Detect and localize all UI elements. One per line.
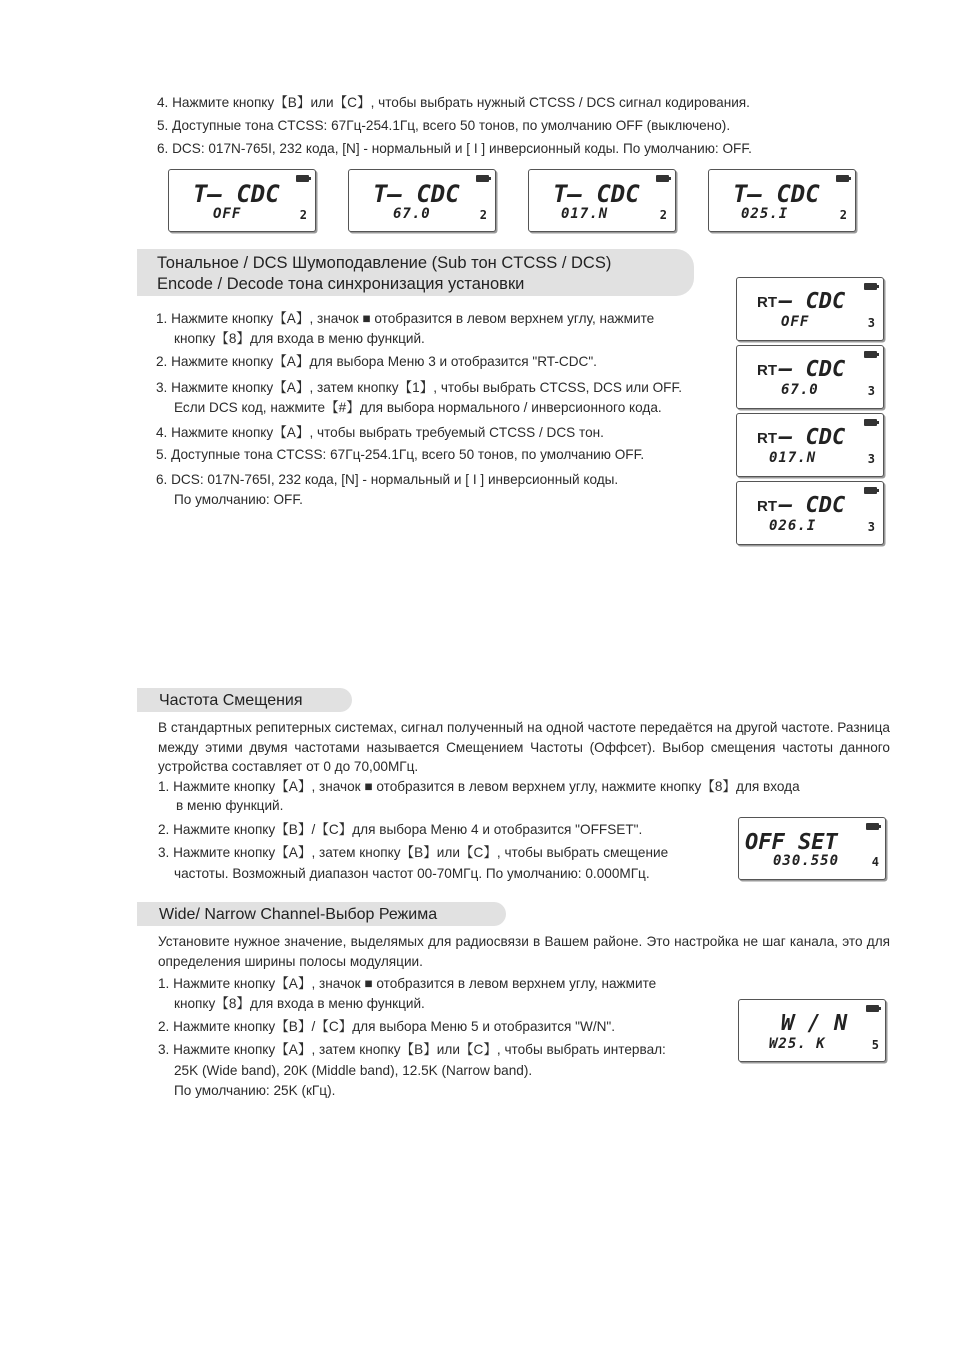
lcd-value: 67.0: [393, 206, 431, 222]
instruction-line: 5. Доступные тона CTCSS: 67Гц-254.1Гц, всего 50 тонов, по умолчанию OFF.: [156, 447, 645, 462]
lcd-prefix: RT: [757, 498, 777, 515]
lcd-value: 025.I: [741, 206, 789, 222]
lcd-value: OFF: [781, 314, 810, 330]
lcd-title: — CDC: [779, 289, 846, 314]
lcd-display: [736, 277, 884, 341]
lcd-title: T— CDC: [373, 180, 460, 208]
battery-icon: [864, 487, 877, 494]
lcd-menu-number: 3: [867, 452, 875, 466]
lcd-value: 017.N: [561, 206, 609, 222]
lcd-display: [736, 345, 884, 409]
instruction-line: 2. Нажмите кнопку【B】/【C】для выбора Меню 4 и отобразится "OFFSET".: [158, 822, 643, 837]
instruction-line: 2. Нажмите кнопку【A】для выбора Меню 3 и отобразится "RT-CDC".: [156, 354, 597, 369]
lcd-display: [708, 169, 856, 232]
lcd-display: [348, 169, 496, 232]
battery-icon: [836, 175, 849, 182]
instruction-line: 6. DCS: 017N-765I, 232 кода, [N] - нормальный и [ I ] инверсионный коды.: [156, 472, 619, 487]
battery-icon: [476, 175, 489, 182]
instruction-line: 4. Нажмите кнопку【A】, чтобы выбрать требуемый CTCSS / DCS тон.: [156, 425, 604, 440]
section-heading-line: Тональное / DCS Шумоподавление (Sub тон CTCSS / DCS): [157, 254, 612, 272]
lcd-title: T— CDC: [733, 180, 820, 208]
battery-icon: [864, 419, 877, 426]
instruction-line: 6. DCS: 017N-765I, 232 кода, [N] - нормальный и [ I ] инверсионный коды. По умолчанию: OFF.: [157, 141, 752, 156]
lcd-value: 030.550: [773, 853, 840, 869]
lcd-display: [168, 169, 316, 232]
lcd-display: [738, 999, 886, 1062]
battery-icon: [656, 175, 669, 182]
section-heading-text: Частота Смещения: [159, 692, 303, 709]
lcd-value: 017.N: [769, 450, 817, 466]
instruction-line: кнопку【8】для входа в меню функций.: [174, 996, 425, 1011]
lcd-menu-number: 2: [839, 208, 847, 222]
lcd-menu-number: 4: [871, 855, 879, 869]
instruction-line: По умолчанию: OFF.: [174, 492, 303, 507]
lcd-value: 026.I: [769, 518, 817, 534]
lcd-title: T— CDC: [193, 180, 280, 208]
lcd-prefix: RT: [757, 430, 777, 447]
lcd-menu-number: 3: [867, 384, 875, 398]
instruction-line: 5. Доступные тона CTCSS: 67Гц-254.1Гц, всего 50 тонов, по умолчанию OFF (выключено).: [157, 118, 731, 133]
lcd-value: W25. K: [769, 1036, 826, 1052]
instruction-line: в меню функций.: [176, 798, 284, 813]
instruction-line: По умолчанию: 25K (кГц).: [174, 1083, 336, 1098]
instruction-line: Если DCS код, нажмите【#】для выбора нормального / инверсионного кода.: [174, 400, 662, 415]
lcd-menu-number: 2: [299, 208, 307, 222]
lcd-menu-number: 2: [659, 208, 667, 222]
section-heading: [137, 688, 352, 712]
lcd-title: W / N: [781, 1011, 848, 1036]
instruction-line: 3. Нажмите кнопку【A】, затем кнопку【1】, чтобы выбрать CTCSS, DCS или OFF.: [156, 380, 683, 395]
instruction-line: 1. Нажмите кнопку【A】, значок ■ отобразится в левом верхнем углу, нажмите: [158, 976, 657, 991]
lcd-prefix: RT: [757, 362, 777, 379]
lcd-display: [736, 481, 884, 545]
instruction-line: частоты. Возможный диапазон частот 00-70МГц. По умолчанию: 0.000МГц.: [174, 866, 650, 881]
lcd-title: — CDC: [779, 357, 846, 382]
section-intro: В стандартных репитерных системах, сигнал полученный на одной частоте передаётся на другой частоте. Разница между этими двумя частотами называется Смещением Частоты (Оффсет). Выбор смещения частоты данного устройства составляет от 0 до 70,00МГц.: [158, 720, 890, 774]
battery-icon: [866, 823, 879, 830]
lcd-value: OFF: [213, 206, 242, 222]
lcd-title: — CDC: [779, 425, 846, 450]
section-intro: Установите нужное значение, выделямых для радиосвязи в Вашем районе. Это настройка не шаг канала, это для определения ширины полосы модуляции.: [158, 934, 890, 969]
instruction-line: 4. Нажмите кнопку【B】или【C】, чтобы выбрать нужный CTCSS / DCS сигнал кодирования.: [157, 95, 750, 110]
instruction-line: кнопку【8】для входа в меню функций.: [174, 331, 425, 346]
instruction-line: 1. Нажмите кнопку【A】, значок ■ отобразится в левом верхнем углу, нажмите кнопку【8】для входа: [158, 779, 800, 794]
instruction-line: 1. Нажмите кнопку【A】, значок ■ отобразится в левом верхнем углу, нажмите: [156, 311, 655, 326]
section-heading: [137, 902, 506, 926]
lcd-display: [736, 413, 884, 477]
lcd-title: OFF SET: [745, 830, 838, 855]
battery-icon: [296, 175, 309, 182]
instruction-line: 2. Нажмите кнопку【B】/【C】для выбора Меню 5 и отобразится "W/N".: [158, 1019, 616, 1034]
lcd-title: — CDC: [779, 493, 846, 518]
lcd-prefix: RT: [757, 294, 777, 311]
section-heading-line: Encode / Decode тона синхронизация установки: [157, 275, 525, 293]
lcd-display: [528, 169, 676, 232]
lcd-title: T— CDC: [553, 180, 640, 208]
instruction-line: 3. Нажмите кнопку【A】, затем кнопку【B】или【C】, чтобы выбрать смещение: [158, 845, 669, 860]
section-heading: [137, 249, 694, 296]
lcd-menu-number: 3: [867, 520, 875, 534]
section-heading-text: Wide/ Narrow Channel-Выбор Режима: [159, 906, 438, 923]
battery-icon: [864, 351, 877, 358]
lcd-menu-number: 3: [867, 316, 875, 330]
lcd-value: 67.0: [781, 382, 819, 398]
instruction-line: 3. Нажмите кнопку【A】, затем кнопку【B】или【C】, чтобы выбрать интервал:: [158, 1042, 666, 1057]
instruction-line: 25K (Wide band), 20K (Middle band), 12.5K (Narrow band).: [174, 1063, 533, 1078]
lcd-display: [738, 817, 886, 880]
lcd-menu-number: 5: [871, 1038, 879, 1052]
battery-icon: [864, 283, 877, 290]
battery-icon: [866, 1005, 879, 1012]
lcd-menu-number: 2: [479, 208, 487, 222]
